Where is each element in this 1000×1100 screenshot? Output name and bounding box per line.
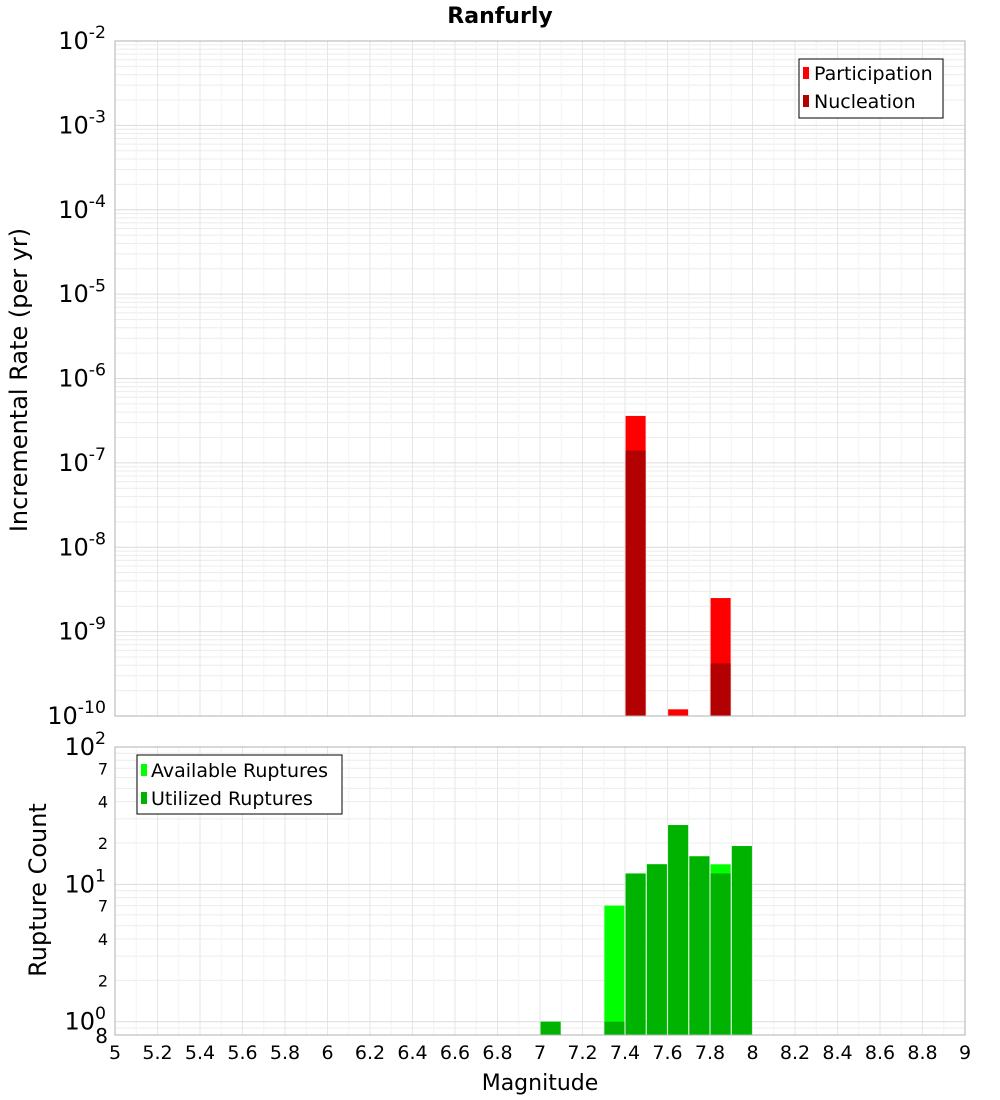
bottom-y-tick-label: $10^0$ xyxy=(64,1003,106,1036)
x-tick-label: 8.8 xyxy=(907,1042,938,1064)
legend-swatch xyxy=(141,792,147,804)
top-y-tick-label: $10^{-6}$ xyxy=(58,360,106,393)
bottom-y-minor-tick-label: 7 xyxy=(97,896,108,916)
x-tick-label: 8 xyxy=(746,1042,759,1064)
legend-label: Utilized Ruptures xyxy=(151,788,313,810)
x-tick-label: 5.8 xyxy=(269,1042,301,1064)
bottom-y-tick-label: $10^1$ xyxy=(64,866,106,899)
x-tick-label: 7.4 xyxy=(609,1042,641,1064)
top-y-tick-label: $10^{-2}$ xyxy=(58,23,106,55)
bottom-y-minor-tick-label: 7 xyxy=(97,759,108,779)
x-tick-label: 6 xyxy=(321,1042,334,1064)
utilized-ruptures-bar xyxy=(647,864,667,1035)
x-tick-label: 8.6 xyxy=(864,1042,896,1064)
chart-title: Ranfurly xyxy=(447,4,553,29)
legend-label: Available Ruptures xyxy=(151,760,328,782)
bottom-y-tick-label: 8 xyxy=(95,1024,108,1048)
top-y-tick-label: $10^{-8}$ xyxy=(58,529,106,562)
utilized-ruptures-bar xyxy=(668,825,688,1035)
x-tick-label: 6.4 xyxy=(397,1042,428,1064)
bottom-y-axis-label: Rupture Count xyxy=(24,803,52,977)
x-tick-label: 7 xyxy=(533,1042,547,1064)
bottom-y-minor-tick-label: 2 xyxy=(97,834,108,853)
top-y-tick-label: $10^{-9}$ xyxy=(58,613,106,646)
x-tick-label: 6.6 xyxy=(439,1042,471,1064)
x-tick-label: 7.6 xyxy=(652,1042,683,1064)
top-y-tick-label: $10^{-3}$ xyxy=(58,107,106,140)
top-y-tick-label: $10^{-7}$ xyxy=(58,445,106,477)
x-tick-label: 5.2 xyxy=(142,1042,173,1064)
top-y-tick-label: $10^{-10}$ xyxy=(47,698,106,730)
x-tick-label: 5.6 xyxy=(227,1042,258,1064)
utilized-ruptures-bar xyxy=(711,873,731,1035)
x-tick-label: 7.8 xyxy=(694,1042,726,1064)
x-tick-label: 9 xyxy=(958,1042,972,1064)
nucleation-bar xyxy=(626,451,646,716)
legend-swatch xyxy=(803,95,809,107)
legend-swatch xyxy=(803,67,809,79)
top-y-axis-label: Incremental Rate (per yr) xyxy=(5,227,33,533)
x-tick-label: 7.2 xyxy=(567,1042,598,1064)
bottom-y-minor-tick-label: 4 xyxy=(97,792,108,812)
x-tick-label: 6.2 xyxy=(354,1042,386,1064)
nucleation-bar xyxy=(711,663,731,716)
x-tick-label: 5.4 xyxy=(184,1042,216,1064)
bottom-y-tick-label: $10^2$ xyxy=(64,729,106,761)
participation-bar xyxy=(668,709,688,716)
utilized-ruptures-bar xyxy=(732,846,752,1035)
x-tick-label: 5 xyxy=(108,1042,122,1064)
utilized-ruptures-bar xyxy=(689,856,709,1035)
x-tick-label: 8.2 xyxy=(779,1042,811,1064)
utilized-ruptures-bar xyxy=(604,1022,624,1035)
bottom-y-minor-tick-label: 4 xyxy=(97,930,108,949)
available-ruptures-bar xyxy=(604,906,624,1035)
top-y-tick-label: $10^{-4}$ xyxy=(58,191,106,224)
legend-label: Nucleation xyxy=(814,91,916,113)
x-axis-label: Magnitude xyxy=(481,1071,599,1096)
top-legend xyxy=(799,59,943,118)
bottom-y-minor-tick-label: 2 xyxy=(97,971,108,991)
top-y-tick-label: $10^{-5}$ xyxy=(58,276,106,309)
utilized-ruptures-bar xyxy=(626,873,646,1035)
utilized-ruptures-bar xyxy=(541,1022,561,1035)
bottom-legend xyxy=(137,755,342,814)
x-tick-label: 6.8 xyxy=(482,1042,513,1064)
legend-swatch xyxy=(141,764,147,776)
legend-label: Participation xyxy=(814,63,933,85)
x-tick-label: 8.4 xyxy=(822,1042,853,1064)
